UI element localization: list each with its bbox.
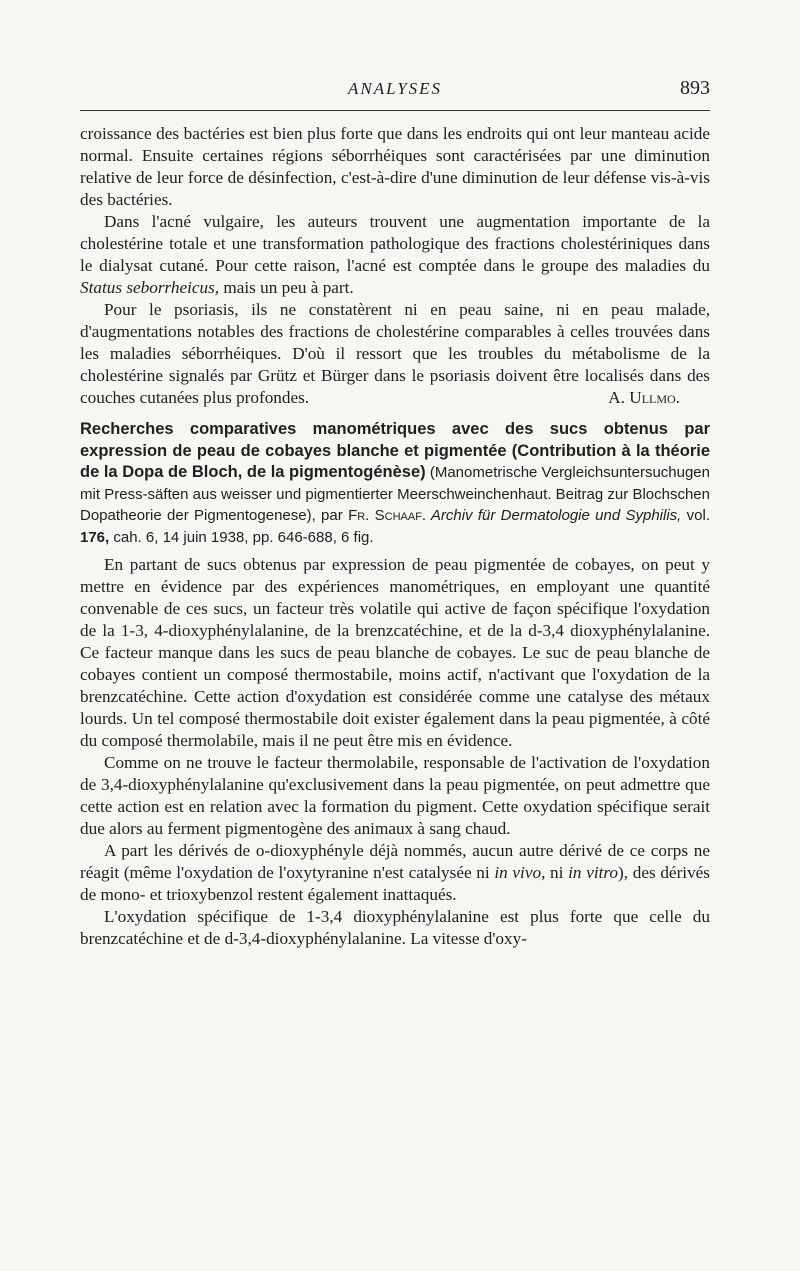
derivatives-text-a: A part les dérivés de o-dioxyphényle déjà nommés, aucun autre dérivé de ce corps ne réagit (même l'oxydation de l'oxytyranine n'est catalysée ni [80, 841, 710, 882]
issue-pages: cah. 6, 14 juin 1938, pp. 646-688, 6 fig. [109, 528, 374, 546]
volume-number: 176, [80, 528, 110, 546]
volume-prefix: vol. [681, 507, 711, 524]
paragraph-experiment: En partant de sucs obtenus par expression de peau pigmentée de cobayes, on peut y mettre en évidence par des expériences manométriques, en employant une quantité convenable de ces sucs, un facteur très volatile qui active de façon spécifique l'oxydation de la 1-3, 4-dioxyphénylalanine, de la brenzcatéchine, et de la d-3,4 dioxyphénylalanine. Ce facteur manque dans les sucs de peau blanche de cobayes. Le suc de peau blanche de cobayes contient un composé thermostabile, moins actif, n'activant que l'oxydation de la brenzcatéchine. Cette action d'oxydation est considérée comme une catalyse des métaux lourds. Un tel composé thermostabile doit exister également dans la peau pigmentée, à côté du composé thermolabile, mais il ne peut être mis en évidence. [80, 555, 710, 750]
running-head: ANALYSES [347, 79, 443, 98]
page-header [80, 78, 710, 111]
paragraph-oxidation-rate: L'oxydation spécifique de 1-3,4 dioxyphénylalanine est plus forte que celle du brenzcatéchine et de d-3,4-dioxyphénylalanine. La vitesse d'oxy- [80, 907, 710, 948]
paragraph-continued: croissance des bactéries est bien plus forte que dans les endroits qui ont leur manteau acide normal. Ensuite certaines régions séborrhéiques sont caractérisées par une diminution relative de leur force de désinfection, c'est-à-dire d'une diminution de leur défense vis-à-vis des bactéries. [80, 124, 710, 209]
derivatives-text-c: ), des dérivés de mono- et trioxybenzol restent également inattaqués. [80, 863, 710, 904]
article-heading [80, 419, 710, 548]
german-title: (Manometrische Vergleichsuntersuchugen mit Press-säften aus weisser und pigmentierter Meerschweinchenhaut. Beitrag zur Blochschen Dopatheorie der Pigmentogenese), par [80, 464, 710, 524]
paragraph-psoriasis [80, 299, 710, 409]
page-body [80, 123, 710, 950]
article-author: Fr. Schaaf. [348, 507, 427, 524]
in-vivo-term: in vivo [494, 863, 542, 882]
paragraph-derivatives [80, 840, 710, 906]
paragraph-acne-text: Dans l'acné vulgaire, les auteurs trouvent une augmentation importante de la cholestérine totale et une transformation pathologique des fractions cholestériniques dans le dialysat cutané. Pour cette raison, l'acné est comptée dans le groupe des maladies du [80, 212, 710, 275]
paragraph-acne-end: mais un peu à part. [219, 278, 354, 297]
article-title: Recherches comparatives manométriques avec des sucs obtenus par expression de peau de cobayes blanche et pigmentée (Contribution à la théorie de la Dopa de Bloch, de la pigmentogénèse) [80, 420, 710, 481]
paragraph-acne [80, 211, 710, 299]
paragraph-psoriasis-text: Pour le psoriasis, ils ne constatèrent ni en peau saine, ni en peau malade, d'augmentations notables des fractions de cholestérine comparables à celles trouvées dans les maladies séborrhéiques. D'où il ressort que les troubles du métabolisme de la cholestérine signalés par Grütz et Bürger dans le psoriasis doivent être localisés dans des couches cutanées plus profondes. [80, 300, 710, 407]
paragraph-thermolabile: Comme on ne trouve le facteur thermolabile, responsable de l'activation de l'oxydation de 3,4-dioxyphénylalanine qu'exclusivement dans la peau pigmentée, on peut admettre que cette action est en relation avec la formation du pigment. Cette oxydation spécifique serait due alors au ferment pigmentogène des animaux à sang chaud. [80, 753, 710, 838]
page-number: 893 [680, 77, 710, 99]
derivatives-text-b: , ni [541, 863, 569, 882]
in-vitro-term: in vitro [568, 863, 619, 882]
journal-name: Archiv für Dermatologie und Syphilis, [426, 507, 682, 524]
status-seborrheicus-term: Status seborrheicus, [80, 278, 220, 297]
reviewer-signature: A. Ullmo. [608, 388, 680, 407]
